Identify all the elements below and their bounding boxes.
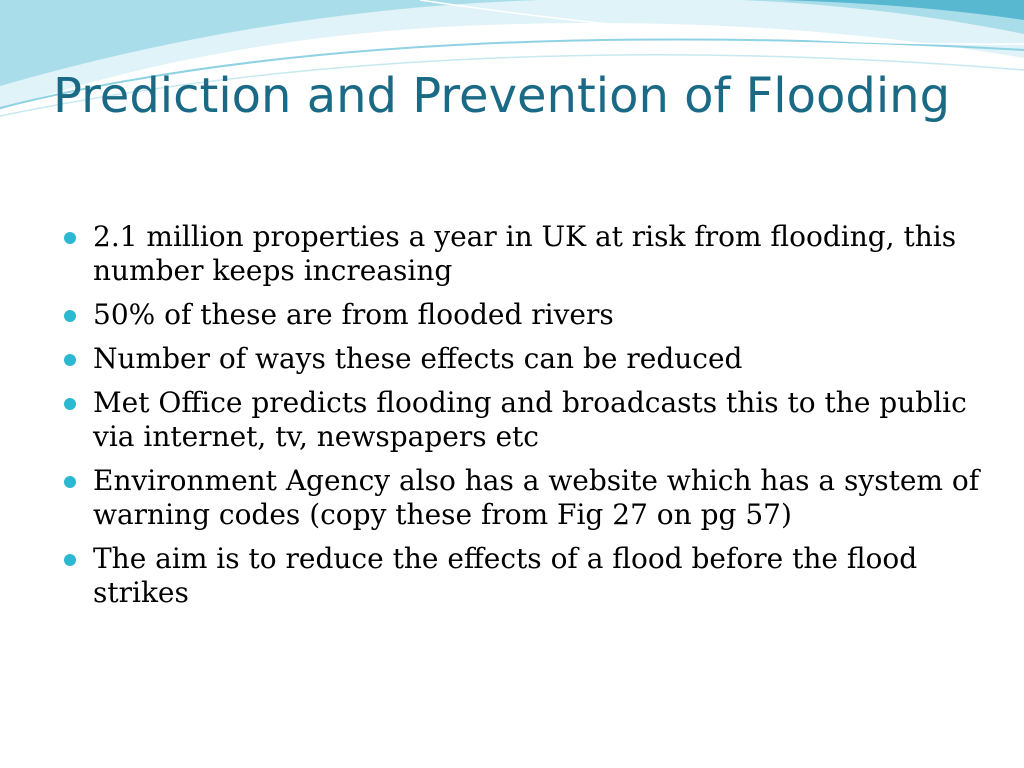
slide-title: Prediction and Prevention of Flooding [53, 68, 951, 124]
bullet-item [64, 220, 984, 288]
bullet-item [64, 386, 984, 454]
bullet-item [64, 342, 984, 376]
bullet-text: Number of ways these effects can be reduced [93, 342, 743, 375]
bullet-dot-icon [64, 310, 76, 322]
bullet-text: The aim is to reduce the effects of a flood before the flood strikes [93, 542, 918, 609]
bullet-text: Met Office predicts flooding and broadcasts this to the public via internet, tv, newspapers etc [93, 386, 967, 453]
bullet-dot-icon [64, 354, 76, 366]
bullet-text: 2.1 million properties a year in UK at risk from flooding, this number keeps increasing [93, 220, 957, 287]
bullet-item [64, 542, 984, 610]
bullet-list [64, 220, 984, 620]
bullet-dot-icon [64, 476, 76, 488]
bullet-dot-icon [64, 232, 76, 244]
bullet-item [64, 298, 984, 332]
bullet-dot-icon [64, 554, 76, 566]
bullet-text: Environment Agency also has a website which has a system of warning codes (copy these from Fig 27 on pg 57) [93, 464, 980, 531]
bullet-item [64, 464, 984, 532]
bullet-dot-icon [64, 398, 76, 410]
bullet-text: 50% of these are from flooded rivers [93, 298, 614, 331]
